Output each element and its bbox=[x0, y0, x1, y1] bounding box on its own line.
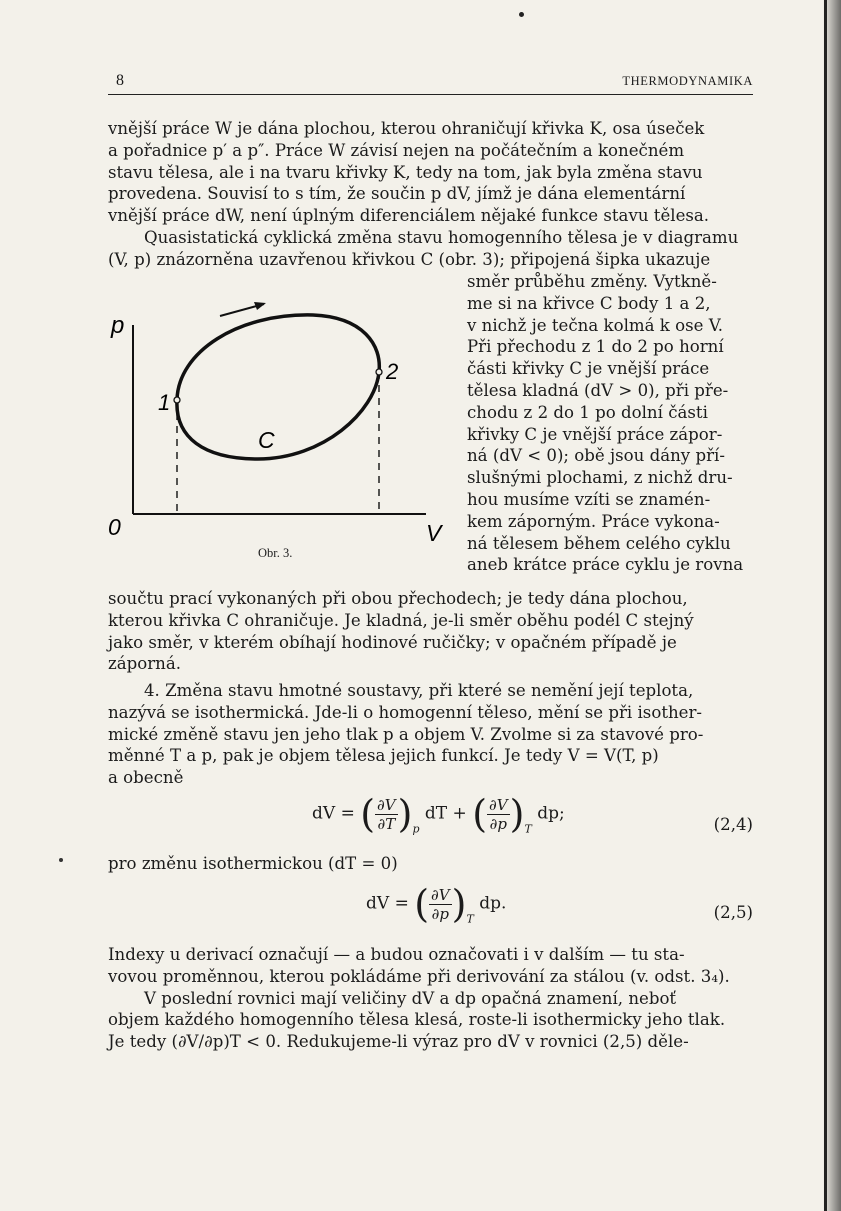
label-point-2: 2 bbox=[386, 359, 399, 384]
label-point-1: 1 bbox=[158, 390, 171, 415]
text-line: tělesa kladná (dV > 0), při pře- bbox=[467, 380, 729, 400]
text-line: nazývá se isothermická. Jde-li o homogenní těleso, mění se při isother- bbox=[108, 702, 703, 722]
text-line: vnější práce W je dána plochou, kterou ohraničují křivka K, osa úseček bbox=[108, 119, 705, 138]
eq-lhs: dV = bbox=[366, 893, 409, 914]
text-line: (V, p) znázorněna uzavřenou křivkou C (obr. 3); připojená šipka ukazuje bbox=[108, 249, 711, 269]
text-line: kem záporným. Práce vykona- bbox=[467, 511, 720, 531]
label-p: p bbox=[111, 312, 125, 339]
text-line: Při přechodu z 1 do 2 po horní bbox=[467, 337, 724, 357]
text-line: slušnými plochami, z nichž dru- bbox=[467, 468, 733, 488]
text-line: ná (dV < 0); obě jsou dány pří- bbox=[467, 446, 725, 466]
label-v: V bbox=[426, 520, 442, 546]
text-line: Indexy u derivací označují — a budou označovati i v dalším — tu sta- bbox=[108, 945, 685, 964]
point-1 bbox=[174, 397, 180, 403]
text-line: a pořadnice p′ a p″. Práce W závisí nejen na počátečním a konečném bbox=[108, 140, 685, 160]
text-line: 4. Změna stavu hmotné soustavy, při které se nemění její teplota, bbox=[144, 681, 694, 700]
text-line: směr průběhu změny. Vytkně- bbox=[467, 272, 717, 291]
text-line: pro změnu isothermickou (dT = 0) bbox=[108, 854, 398, 873]
text-line: V poslední rovnici mají veličiny dV a dp opačná znamení, neboť bbox=[144, 988, 677, 1008]
text-line: vovou proměnnou, kterou pokládáme při derivování za stálou (v. odst. 3₄). bbox=[108, 966, 730, 986]
running-header bbox=[108, 72, 753, 95]
print-speck bbox=[519, 12, 524, 17]
text-line: Je tedy (∂V/∂p)T < 0. Redukujeme-li výraz pro dV v rovnici (2,5) děle- bbox=[108, 1032, 689, 1052]
eq-tail: dp; bbox=[537, 803, 565, 824]
equation-2-5: dV = ( $\frac{\partial V}{\partial p}$ )$_T$ dp. bbox=[366, 882, 507, 926]
text-line: mické změně stavu jen jeho tlak p a objem V. Zvolme si za stavové pro- bbox=[108, 724, 704, 744]
paragraph-top bbox=[108, 118, 753, 271]
partial-fraction: $\frac{\partial V}{\partial T}$ bbox=[377, 795, 396, 833]
equation-number: (2,5) bbox=[713, 903, 753, 922]
text-line: vnější práce dW, není úplným diferenciálem nějaké funkce stavu tělesa. bbox=[108, 206, 710, 226]
text-line: jako směr, v kterém obíhají hodinové ručičky; v opačném případě je bbox=[108, 632, 677, 652]
text-between-equations bbox=[108, 853, 753, 875]
text-line: aneb krátce práce cyklu je rovna bbox=[467, 555, 744, 575]
text-line: hou musíme vzíti se znamén- bbox=[467, 489, 711, 509]
text-line: kterou křivka C ohraničuje. Je kladná, je-li směr oběhu podél C stejný bbox=[108, 610, 694, 630]
text-line: provedena. Souvisí to s tím, že součin p dV, jímž je dána elementární bbox=[108, 184, 686, 204]
text-line: části křivky C je vnější práce bbox=[467, 359, 710, 379]
label-origin: 0 bbox=[108, 514, 121, 540]
text-line: stavu tělesa, ale i na tvaru křivky K, tedy na tom, jak byla změna stavu bbox=[108, 162, 703, 182]
text-line: objem každého homogenního tělesa klesá, roste-li isothermicky jeho tlak. bbox=[108, 1010, 726, 1030]
cycle-curve-c bbox=[177, 315, 379, 459]
figure-3-pv-diagram bbox=[108, 297, 458, 569]
eq-mid: dT + bbox=[424, 803, 467, 824]
arrow-head bbox=[254, 302, 266, 310]
text-line: a obecně bbox=[108, 768, 184, 788]
text-line: ná tělesem během celého cyklu bbox=[467, 533, 731, 553]
text-line: součtu prací vykonaných při obou přechodech; je tedy dána plochou, bbox=[108, 589, 688, 608]
text-line: Quasistatická cyklická změna stavu homogenního tělesa je v diagramu bbox=[144, 227, 739, 247]
paragraph-end bbox=[108, 944, 753, 1053]
label-curve-c: C bbox=[258, 427, 275, 453]
text-line: měnné T a p, pak je objem tělesa jejich funkcí. Je tedy V = V(T, p) bbox=[108, 746, 659, 766]
eq-tail: dp. bbox=[479, 893, 507, 914]
eq-lhs: dV = bbox=[312, 803, 355, 824]
pv-diagram-svg bbox=[108, 297, 458, 569]
page-edge-line bbox=[824, 0, 827, 1211]
margin-dot bbox=[59, 858, 63, 862]
section-4-paragraph bbox=[108, 680, 753, 789]
text-line: v nichž je tečna kolmá k ose V. bbox=[467, 315, 724, 335]
text-line: záporná. bbox=[108, 654, 182, 674]
text-line: chodu z 2 do 1 po dolní části bbox=[467, 402, 708, 422]
equation-2-4: dV = ( $\frac{\partial V}{\partial T}$ )$_p$ dT + ( $\frac{\partial V}{\partial p}$ )$_T$ dp; bbox=[312, 792, 565, 836]
equation-number: (2,4) bbox=[713, 815, 753, 834]
partial-fraction: $\frac{\partial V}{\partial p}$ bbox=[431, 885, 450, 923]
wrapped-text-column bbox=[467, 271, 753, 576]
point-2 bbox=[376, 369, 382, 375]
text-line: křivky C je vnější práce zápor- bbox=[467, 424, 723, 444]
paragraph-after-figure bbox=[108, 588, 753, 675]
text-line: me si na křivce C body 1 a 2, bbox=[467, 293, 711, 313]
partial-fraction: $\frac{\partial V}{\partial p}$ bbox=[489, 795, 508, 833]
page-number: 8 bbox=[116, 72, 124, 89]
running-title: THERMODYNAMIKA bbox=[622, 74, 753, 88]
figure-caption: Obr. 3. bbox=[258, 546, 293, 560]
